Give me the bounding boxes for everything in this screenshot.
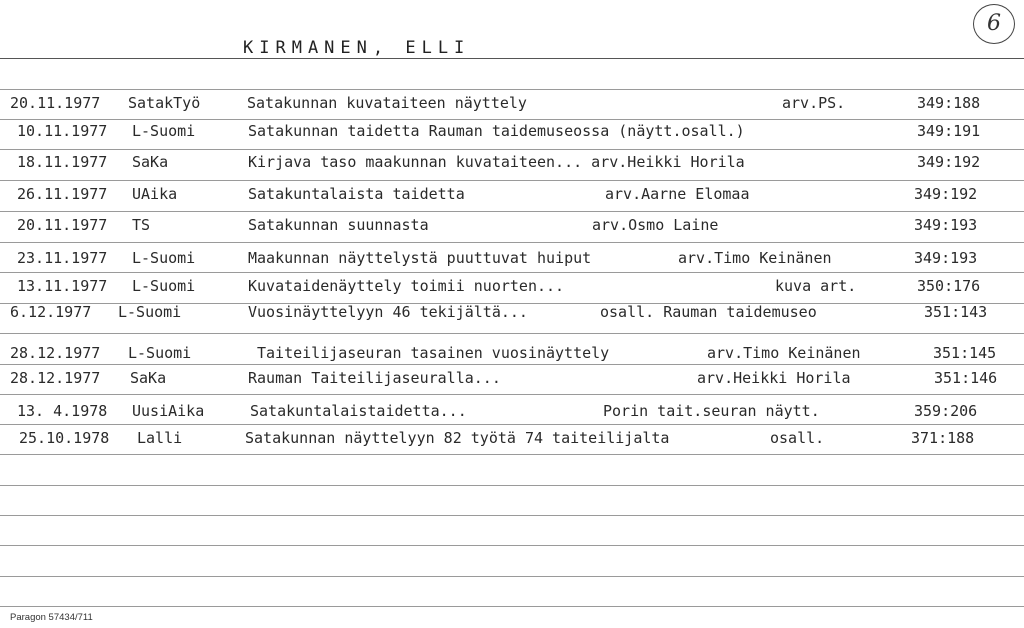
entry-note: kuva art. xyxy=(775,277,857,295)
entry-source: SatakTyö xyxy=(128,94,201,112)
rule xyxy=(0,394,1024,395)
entry-date: 26.11.1977 xyxy=(17,185,108,203)
entry-row xyxy=(0,344,1024,366)
entry-row xyxy=(0,185,1024,207)
entry-ref: 349:188 xyxy=(917,94,981,112)
entry-source: SaKa xyxy=(130,369,167,387)
rule xyxy=(0,424,1024,425)
entry-date: 13. 4.1978 xyxy=(17,402,108,420)
entry-date: 13.11.1977 xyxy=(17,277,108,295)
entry-row xyxy=(0,303,1024,325)
entry-date: 18.11.1977 xyxy=(17,153,108,171)
rule xyxy=(0,454,1024,455)
entry-title: Maakunnan näyttelystä puuttuvat huiput xyxy=(248,249,592,267)
rule xyxy=(0,89,1024,90)
entry-title: Vuosinäyttelyyn 46 tekijältä... xyxy=(248,303,528,321)
entry-date: 20.11.1977 xyxy=(10,94,101,112)
page-number: 6 xyxy=(973,4,1015,44)
rule xyxy=(0,545,1024,546)
entry-row xyxy=(0,153,1024,175)
rule xyxy=(0,576,1024,577)
entry-ref: 351:145 xyxy=(933,344,997,362)
entry-note: Porin tait.seuran näytt. xyxy=(603,402,820,420)
entry-row xyxy=(0,216,1024,238)
entry-source: L-Suomi xyxy=(132,122,196,140)
entry-title: Taiteilijaseuran tasainen vuosinäyttely xyxy=(257,344,610,362)
entry-title: Satakuntalaistaidetta... xyxy=(250,402,467,420)
entry-ref: 349:193 xyxy=(914,216,978,234)
entry-note: arv.Timo Keinänen xyxy=(678,249,832,267)
entry-source: UusiAika xyxy=(132,402,205,420)
rule xyxy=(0,242,1024,243)
entry-ref: 349:192 xyxy=(914,185,978,203)
entry-source: L-Suomi xyxy=(132,249,196,267)
entry-source: TS xyxy=(132,216,151,234)
entry-row xyxy=(0,122,1024,144)
entry-ref: 351:143 xyxy=(924,303,988,321)
entry-note: osall. Rauman taidemuseo xyxy=(600,303,817,321)
entry-note: arv.Aarne Elomaa xyxy=(605,185,750,203)
entry-source: Lalli xyxy=(137,429,183,447)
header-rule xyxy=(0,58,1024,59)
entry-title: Kirjava taso maakunnan kuvataiteen... arv.Heikki Horila xyxy=(248,153,745,171)
entry-date: 10.11.1977 xyxy=(17,122,108,140)
entry-source: L-Suomi xyxy=(128,344,192,362)
entry-title: Satakunnan taidetta Rauman taidemuseossa (näytt.osall.) xyxy=(248,122,745,140)
entry-note: arv.Osmo Laine xyxy=(592,216,719,234)
entry-row xyxy=(0,402,1024,424)
entry-ref: 349:191 xyxy=(917,122,981,140)
entry-note: arv.PS. xyxy=(782,94,846,112)
rule xyxy=(0,485,1024,486)
entry-source: UAika xyxy=(132,185,178,203)
entry-title: Satakunnan kuvataiteen näyttely xyxy=(247,94,527,112)
entry-source: L-Suomi xyxy=(118,303,182,321)
entry-ref: 349:192 xyxy=(917,153,981,171)
entry-row xyxy=(0,249,1024,271)
entry-date: 23.11.1977 xyxy=(17,249,108,267)
entry-title: Satakunnan suunnasta xyxy=(248,216,429,234)
entry-ref: 359:206 xyxy=(914,402,978,420)
entry-ref: 351:146 xyxy=(934,369,998,387)
entry-source: SaKa xyxy=(132,153,169,171)
rule xyxy=(0,119,1024,120)
entry-note: arv.Timo Keinänen xyxy=(707,344,861,362)
entry-note: arv.Heikki Horila xyxy=(697,369,851,387)
entry-row xyxy=(0,429,1024,451)
card-title: KIRMANEN, ELLI xyxy=(243,38,471,58)
rule xyxy=(0,606,1024,607)
entry-date: 28.12.1977 xyxy=(10,344,101,362)
rule xyxy=(0,333,1024,334)
entry-date: 28.12.1977 xyxy=(10,369,101,387)
entry-ref: 349:193 xyxy=(914,249,978,267)
entry-title: Satakunnan näyttelyyn 82 työtä 74 taiteilijalta xyxy=(245,429,670,447)
entry-title: Kuvataidenäyttely toimii nuorten... xyxy=(248,277,565,295)
entry-date: 25.10.1978 xyxy=(19,429,110,447)
entry-row xyxy=(0,277,1024,299)
rule xyxy=(0,515,1024,516)
entry-source: L-Suomi xyxy=(132,277,196,295)
rule xyxy=(0,180,1024,181)
rule xyxy=(0,272,1024,273)
entry-date: 6.12.1977 xyxy=(10,303,92,321)
printer-imprint: Paragon 57434/711 xyxy=(10,612,93,623)
entry-row xyxy=(0,369,1024,391)
entry-title: Rauman Taiteilijaseuralla... xyxy=(248,369,501,387)
rule xyxy=(0,211,1024,212)
entry-note: osall. xyxy=(770,429,825,447)
rule xyxy=(0,149,1024,150)
entry-ref: 350:176 xyxy=(917,277,981,295)
entry-ref: 371:188 xyxy=(911,429,975,447)
entry-date: 20.11.1977 xyxy=(17,216,108,234)
entry-row xyxy=(0,94,1024,116)
entry-title: Satakuntalaista taidetta xyxy=(248,185,465,203)
